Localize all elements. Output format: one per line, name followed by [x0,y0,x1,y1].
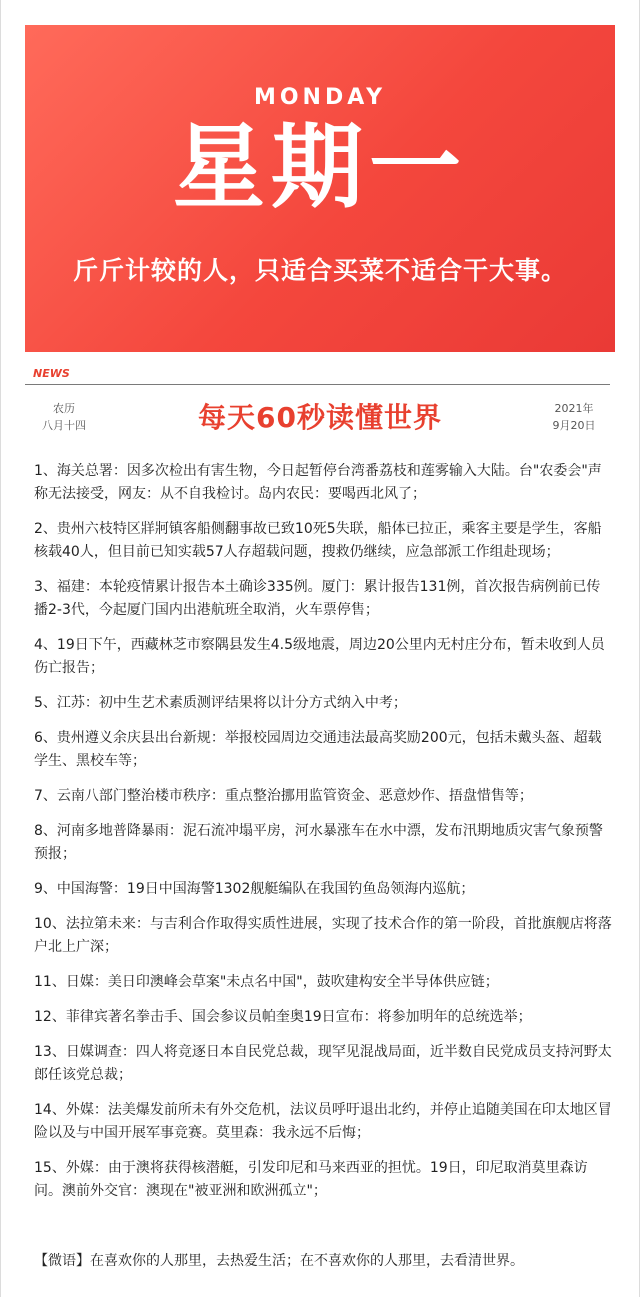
news-tag: NEWS [33,367,70,380]
header-banner [25,25,615,352]
lunar-date [34,400,94,434]
news-item: 10、法拉第未来：与吉利合作取得实质性进展，实现了技术合作的第一阶段，首批旗舰店将落户北上广深； [34,916,612,955]
news-item: 13、日媒调查：四人将竞逐日本自民党总裁，现罕见混战局面，近半数自民党成员支持河野太郎任该党总裁； [34,1044,612,1083]
date-day: 9月20日 [552,419,596,432]
news-item: 7、云南八部门整治楼市秩序：重点整治挪用监管资金、恶意炒作、捂盘惜售等； [34,788,533,804]
gregorian-date [544,400,604,434]
weekday-english: MONDAY [253,85,387,110]
news-item: 3、福建：本轮疫情累计报告本土确诊335例。厦门：累计报告131例，首次报告病例前已传播2-3代，今起厦门国内出港航班全取消，火车票停售； [34,579,601,618]
lunar-day: 八月十四 [42,419,86,432]
closing-quote: 【微语】在喜欢你的人那里，去热爱生活；在不喜欢你的人那里，去看清世界。 [34,1253,524,1269]
news-list [34,460,614,1215]
page-title: 每天60秒读懂世界 [198,401,442,434]
news-item: 9、中国海警：19日中国海警1302舰艇编队在我国钓鱼岛领海内巡航； [34,881,475,897]
news-item: 4、19日下午，西藏林芝市察隅县发生4.5级地震，周边20公里内无村庄分布，暂未收到人员伤亡报告； [34,637,605,676]
daily-quote: 斤斤计较的人，只适合买菜不适合干大事。 [72,256,567,285]
news-item: 11、日媒：美日印澳峰会草案"未点名中国"，鼓吹建构安全半导体供应链； [34,974,499,990]
news-item: 6、贵州遵义余庆县出台新规：举报校园周边交通违法最高奖励200元，包括未戴头盔、超载学生、黑校车等； [34,730,602,769]
frame-border-left [0,0,1,1297]
news-item: 8、河南多地普降暴雨：泥石流冲塌平房，河水暴涨车在水中漂，发布汛期地质灾害气象预警预报； [34,823,603,862]
news-item: 2、贵州六枝特区牂牁镇客船侧翻事故已致10死5失联，船体已拉正，乘客主要是学生，客船核载40人，但目前已知实载57人存超载问题，搜救仍继续，应急部派工作组赴现场； [34,521,602,560]
news-item: 1、海关总署：因多次检出有害生物，今日起暂停台湾番荔枝和莲雾输入大陆。台"农委会"声称无法接受，网友：从不自我检讨。岛内农民：要喝西北风了； [34,463,602,502]
news-item: 12、菲律宾著名拳击手、国会参议员帕奎奥19日宣布：将参加明年的总统选举； [34,1009,532,1025]
news-item: 15、外媒：由于澳将获得核潜艇，引发印尼和马来西亚的担忧。19日，印尼取消莫里森访问。澳前外交官：澳现在"被亚洲和欧洲孤立"； [34,1160,588,1199]
news-item: 5、江苏：初中生艺术素质测评结果将以计分方式纳入中考； [34,695,407,711]
lunar-label: 农历 [53,402,75,415]
weekday-chinese: 星期一 [172,114,467,221]
divider [25,384,610,385]
news-item: 14、外媒：法美爆发前所未有外交危机，法议员呼吁退出北约，并停止追随美国在印太地区冒险以及与中国开展军事竞赛。莫里森：我永远不后悔； [34,1102,612,1141]
date-year: 2021年 [554,402,594,415]
